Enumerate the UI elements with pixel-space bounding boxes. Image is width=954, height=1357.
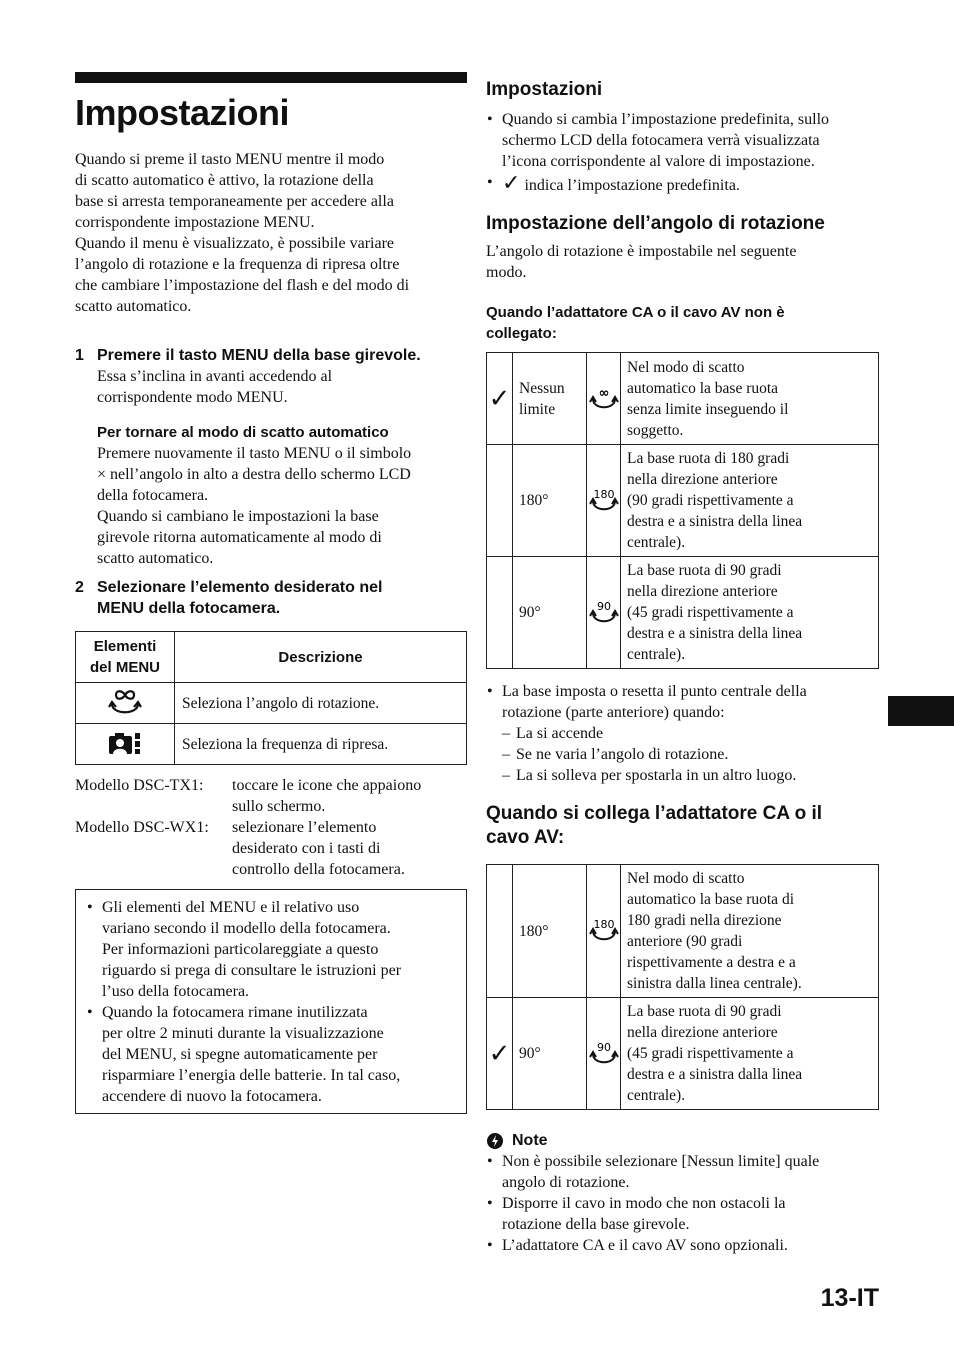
note-heading: Note — [486, 1130, 879, 1151]
section-tab-marker — [888, 696, 954, 726]
table-row: ✓ Nessun limite ∞ Nel modo di scatto automatico la base ruota senza limite inseguendo il soggetto. — [487, 353, 879, 445]
check-icon — [487, 557, 513, 669]
note-icon — [486, 1132, 504, 1150]
table-cell: Seleziona l’angolo di rotazione. — [175, 683, 467, 724]
svg-text:180: 180 — [593, 487, 614, 501]
list-item: – La si solleva per spostarla in un altro luogo. — [486, 765, 879, 786]
table-row — [76, 683, 467, 724]
rotation-180-icon — [589, 487, 619, 515]
model-notes — [75, 775, 467, 880]
step-number: 2 — [75, 579, 84, 596]
list-item: • La base imposta o resetta il punto centrale della rotazione (parte anteriore) quando: — [486, 681, 879, 723]
list-item: – La si accende — [486, 723, 879, 744]
list-item: – Se ne varia l’angolo di rotazione. — [486, 744, 879, 765]
list-item: • Non è possibile selezionare [Nessun limite] quale angolo di rotazione. — [486, 1151, 879, 1193]
menu-table — [75, 631, 467, 765]
left-column — [75, 72, 467, 1114]
step-1: 1 Premere il tasto MENU della base girevole. Essa s’inclina in avanti accedendo al corrispondente modo MENU. Per tornare al modo di scatto automatico Premere nuovamente il tasto MENU o il simbolo × nell’angolo in alto a destra dello schermo LCD della fotocamera. Quando si cambiano le impostazioni la base girevole ritorna automaticamente al modo di scatto automatico. — [75, 345, 467, 569]
rotation-table-with-adapter — [486, 864, 879, 1110]
table-header: Elementi del MENU — [76, 632, 175, 683]
section-heading: Impostazione dell’angolo di rotazione — [486, 213, 825, 234]
model-row: Modello DSC-TX1: toccare le icone che appaiono sullo schermo. — [75, 777, 422, 815]
model-row: Modello DSC-WX1: selezionare l’elemento desiderato con i tasti di controllo della fotocamera. — [75, 819, 405, 878]
list-item: • ✓ indica l’impostazione predefinita. — [486, 172, 879, 196]
check-icon: ✓ — [502, 170, 521, 195]
list-item: • Gli elementi del MENU e il relativo uso variano secondo il modello della fotocamera. Per informazioni particolareggiate a questo riguardo si prega di consultare le istruzioni per l’uso della fotocamera. — [86, 897, 452, 1002]
list-item: • Quando la fotocamera rimane inutilizzata per oltre 2 minuti durante la visualizzazione del MENU, si spegne automaticamente per risparmiare l’energia delle batterie. In tal caso, accendere di nuovo la fotocamera. — [86, 1002, 452, 1107]
right-column: Impostazioni • Quando si cambia l’impostazione predefinita, sullo schermo LCD della fotocamera verrà visualizzata l’icona corrispondente al valore di impostazione. • ✓ indica l’impostazione predefinita. Impostazione dell’angolo di rotazione L’angolo di rotazione è impostabile nel seguente modo. Quando l’adattatore CA o il cavo AV non è collegato: ✓ Nessun limite ∞ Nel modo di scatto automatico la base ruota senza limite inseguendo il soggetto. 180° 180 La base ruota di 180 gradi nella direzione anteriore (90 gradi rispettivamente a destra e a sinistra della linea centrale). 90° 90 La base ruota di 90 gradi nella direzione anteriore (45 gradi rispettivamente a destra e a sinistra della linea centrale). • La base imposta o resetta il punto centrale della rotazione (parte anteriore) quando: – La si accende – Se ne varia l’angolo di rotazione. – La si solleva per spostarla in un altro luogo. Quando si collega l’adattatore CA o il cavo AV: 180° 180 Nel modo di scatto automatico la base ruota di 180 gradi nella direzione anteriore (90 gradi rispettivamente a destra e a sinistra dalla linea centrale). ✓ 90° 90 La base ruota di 90 gradi nella direzione anteriore (45 gradi rispettivamente a destra e a sinistra dalla linea centrale). Note • Non è possibile selezionare [Nessun limite] quale angolo di rotazione. • Disporre il cavo in modo che non ostacoli la rotazione della base girevole. • L’adattatore CA e il cavo AV sono opzionali. — [486, 78, 879, 1256]
table-row: 180° 180 La base ruota di 180 gradi nella direzione anteriore (90 gradi rispettivamente a destra e a sinistra della linea centrale). — [487, 445, 879, 557]
check-icon: ✓ — [487, 998, 513, 1110]
list-item: • L’adattatore CA e il cavo AV sono opzionali. — [486, 1235, 879, 1256]
page-number: 13-IT — [820, 1284, 879, 1312]
table-row: ✓ 90° 90 La base ruota di 90 gradi nella direzione anteriore (45 gradi rispettivamente a destra e a sinistra dalla linea centrale). — [487, 998, 879, 1110]
shooting-frequency-icon — [107, 729, 143, 759]
svg-text:∞: ∞ — [598, 385, 609, 401]
check-icon — [487, 865, 513, 998]
rotation-angle-icon — [107, 688, 143, 718]
table-row: 180° 180 Nel modo di scatto automatico la base ruota di 180 gradi nella direzione anteriore (90 gradi rispettivamente a destra e a sinistra dalla linea centrale). — [487, 865, 879, 998]
title-rule — [75, 72, 467, 83]
rotation-table-no-adapter — [486, 352, 879, 669]
list-item: • Quando si cambia l’impostazione predefinita, sullo schermo LCD della fotocamera verrà visualizzata l’icona corrispondente al valore di impostazione. — [486, 109, 879, 172]
table-subheading: Quando l’adattatore CA o il cavo AV non è collegato: — [486, 304, 785, 342]
rotation-180-icon — [589, 917, 619, 945]
svg-text:180: 180 — [593, 918, 614, 931]
section-heading: Quando si collega l’adattatore CA o il cavo AV: — [486, 803, 823, 848]
notes-box — [75, 889, 467, 1114]
table-header-row — [76, 632, 467, 683]
step-number: 1 — [75, 347, 84, 364]
table-row: 90° 90 La base ruota di 90 gradi nella direzione anteriore (45 gradi rispettivamente a destra e a sinistra della linea centrale). — [487, 557, 879, 669]
table-cell: Seleziona la frequenza di ripresa. — [175, 724, 467, 765]
list-item: • Disporre il cavo in modo che non ostacoli la rotazione della base girevole. — [486, 1193, 879, 1235]
section-heading: Impostazioni — [486, 79, 603, 100]
check-icon — [487, 445, 513, 557]
table-row — [76, 724, 467, 765]
rotation-unlimited-icon — [589, 385, 619, 413]
check-icon: ✓ — [487, 353, 513, 445]
step-heading: Premere il tasto MENU della base girevole. — [97, 347, 421, 364]
svg-text:90: 90 — [596, 1040, 611, 1054]
step-2: 2 Selezionare l’elemento desiderato nel MENU della fotocamera. — [75, 579, 383, 617]
svg-text:90: 90 — [596, 599, 611, 613]
page-title: Impostazioni — [75, 92, 290, 133]
table-header: Descrizione — [175, 632, 467, 683]
rotation-90-icon — [589, 599, 619, 627]
step-subheading: Per tornare al modo di scatto automatico — [97, 424, 389, 441]
rotation-90-icon — [589, 1040, 619, 1068]
intro-paragraph: Quando si preme il tasto MENU mentre il modo di scatto automatico è attivo, la rotazione della base si arresta temporaneamente per accedere alla corrispondente impostazione MENU. Quando il menu è visualizzato, è possibile variare l’angolo di rotazione e la frequenza di ripresa oltre che cambiare l’impostazione del flash e del modo di scatto automatico. — [75, 151, 410, 315]
